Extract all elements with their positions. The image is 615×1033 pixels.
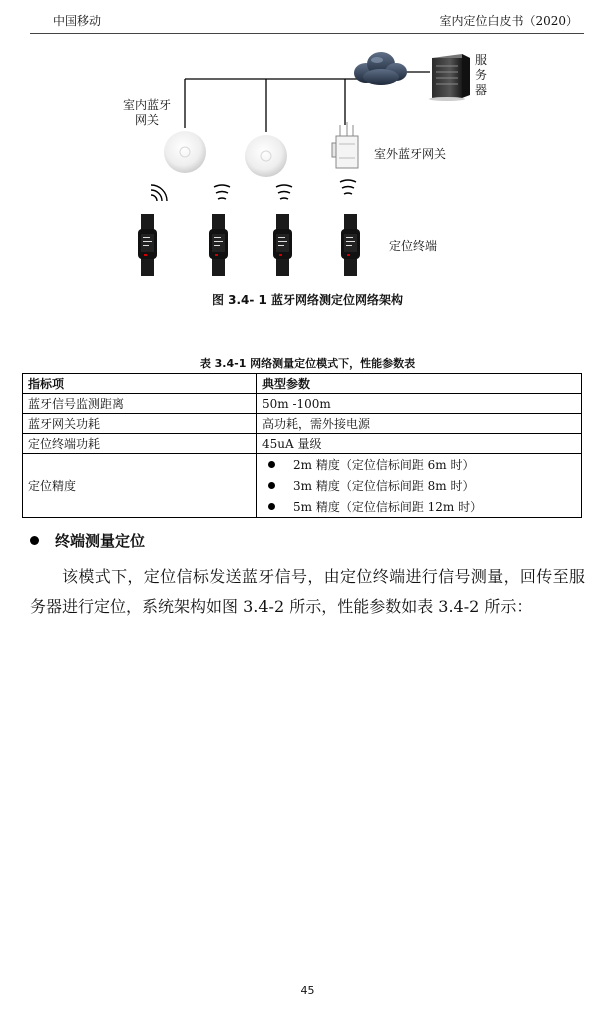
page-number: 45 (300, 984, 315, 997)
table-header-cell: 典型参数 (257, 374, 582, 394)
table-cell: 定位终端功耗 (23, 434, 257, 454)
table-cell: 定位精度 (23, 454, 257, 518)
table-caption: 表 3.4-1 网络测量定位模式下，性能参数表 (199, 357, 416, 370)
wristband-terminal-icon (138, 214, 157, 276)
table-cell: 蓝牙网关功耗 (23, 414, 257, 434)
indoor-gateway-icon (245, 135, 287, 177)
table-row (23, 394, 582, 414)
list-item-text: 2m 精度（定位信标间距 6m 时） (293, 458, 475, 472)
table-cell: 蓝牙信号监测距离 (23, 394, 257, 414)
paragraph-text: 该模式下，定位信标发送蓝牙信号，由定位终端进行信号测量，回传至服务器进行定位，系统架构如图 3.4-2 所示，性能参数如表 3.4-2 所示： (30, 567, 585, 616)
list-item-text: 5m 精度（定位信标间距 12m 时） (293, 500, 483, 514)
outdoor-gateway-icon (332, 122, 358, 168)
list-item (262, 496, 576, 517)
bullet-icon (268, 503, 275, 510)
section-heading-text: 终端测量定位 (55, 532, 146, 550)
bullet-icon (268, 482, 275, 489)
list-item-text: 3m 精度（定位信标间距 8m 时） (293, 479, 475, 493)
table-cell: 45uA 量级 (257, 434, 582, 454)
signal-waves-icon (214, 185, 230, 199)
table-row (23, 454, 582, 518)
server-label: 服 务 器 (474, 53, 487, 97)
cloud-icon (354, 52, 407, 85)
server-icon (429, 54, 470, 101)
list-item (262, 454, 576, 475)
wristband-terminal-icon (273, 214, 292, 276)
body-paragraph (30, 562, 585, 622)
table-cell: 50m -100m (257, 394, 582, 414)
signal-waves-icon (151, 185, 167, 201)
figure-caption: 图 3.4- 1 蓝牙网络测定位网络架构 (211, 293, 404, 307)
terminal-label: 定位终端 (389, 239, 438, 253)
table-cell (257, 454, 582, 518)
wristband-terminal-icon (209, 214, 228, 276)
table-header-row (23, 374, 582, 394)
bullet-icon (268, 461, 275, 468)
section-heading (30, 530, 145, 551)
table-row (23, 414, 582, 434)
signal-waves-icon (276, 185, 292, 199)
header-rule (30, 33, 584, 34)
architecture-diagram (0, 40, 615, 310)
outdoor-gateway-label: 室外蓝牙网关 (374, 147, 447, 161)
table-cell: 高功耗，需外接电源 (257, 414, 582, 434)
table-header-cell: 指标项 (23, 374, 257, 394)
wristband-terminal-icon (341, 214, 360, 276)
table-row (23, 434, 582, 454)
bullet-icon (30, 536, 39, 545)
performance-table (22, 373, 582, 518)
indoor-gateway-icon (164, 131, 206, 173)
signal-waves-icon (340, 180, 356, 194)
list-item (262, 475, 576, 496)
indoor-gateway-label: 室内蓝牙 网关 (122, 98, 171, 127)
header-left: 中国移动 (53, 14, 102, 28)
header-right: 室内定位白皮书（2020） (439, 14, 578, 28)
